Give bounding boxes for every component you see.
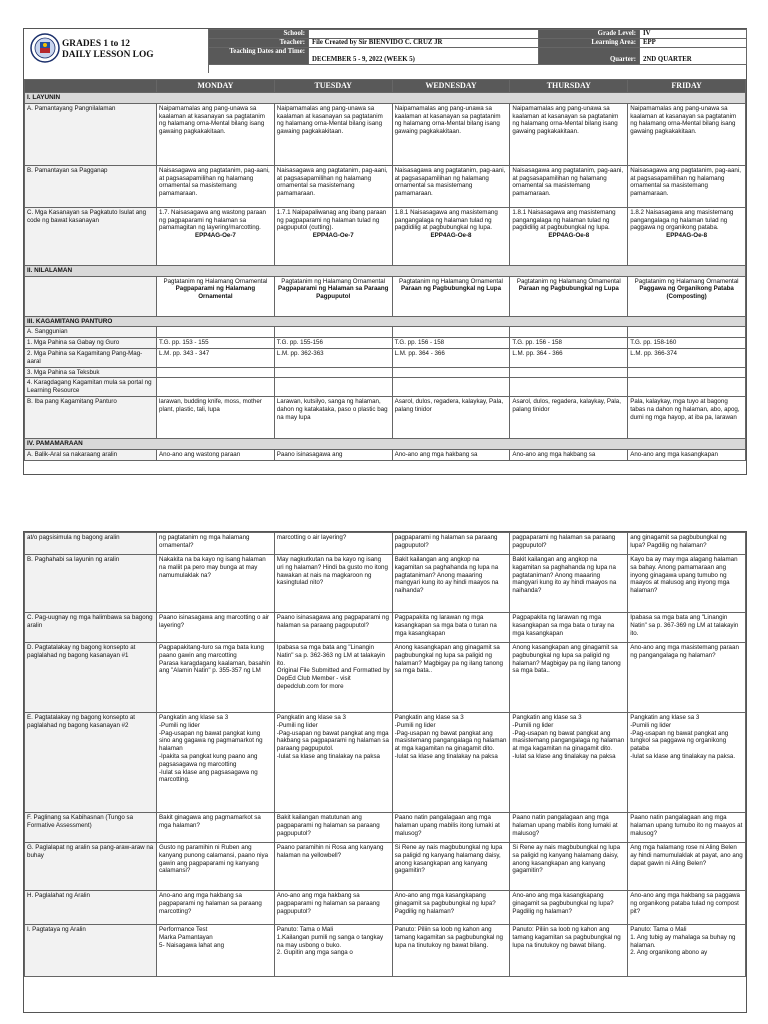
row-label-d2: D. Pagtatalakay ng bagong konsepto at paglalahad ng bagong kasanayan #1 xyxy=(25,643,157,713)
nilalaman-label xyxy=(25,276,157,316)
nil-topic-thu: Pagtatanim ng Halamang Ornamental xyxy=(516,277,621,285)
cell-balik-fri: Ano-ano ang mga kasangkapan xyxy=(628,449,746,460)
cell-b-tue: Naisasagawa ang pagtatanim, pag-aani, at pagsasapamilihan ng halamang ornamental sa masistemang pamamaraan. xyxy=(274,165,392,207)
code-mon: EPP4AG-Oe-7 xyxy=(194,232,236,240)
cell-i2-fri: Panuto: Tama o Mali 1. Ang tubig ay mahalaga sa buhay ng halaman. 2. Ang organikong abono ay xyxy=(628,925,746,977)
cell-r2-thu: L.M. pp. 364 - 366 xyxy=(510,348,628,367)
cell-cont-tue: marcotting o air layering? xyxy=(274,533,392,555)
nil-sub-wed: Paraan ng Pagbubungkal ng Lupa xyxy=(400,285,502,293)
cell-r1-mon: T.G. pp. 153 - 155 xyxy=(157,338,275,349)
cell-e2-thu: Pangkatin ang klase sa 3 -Pumili ng lider -Pag-usapan ng bawat pangkat ang masistemang pangangalaga ng halaman at mga kagamitan na ginagamit dito. -Iulat sa klase ang tinalakay na paksa xyxy=(510,713,628,813)
row-label-r1: 1. Mga Pahina sa Gabay ng Guro xyxy=(25,338,157,349)
sanggunian-label: A. Sanggunian xyxy=(25,327,157,338)
cell-bres-mon: larawan, budding knife, moss, mother plant, plastic, tali, lupa xyxy=(157,396,275,438)
cell-f2-wed: Paano natin pangalagaan ang mga halaman upang mabilis itong lumaki at malusog? xyxy=(392,813,510,843)
empty-cell xyxy=(628,378,746,397)
cell-i2-mon: Performance Test Marka Pamantayan 5- Naisagawa lahat ang xyxy=(157,925,275,977)
cell-c2-tue: Paano isinasagawa ang pagpaparami ng halaman sa paraang pagpuputol? xyxy=(274,613,392,643)
cell-e2-fri: Pangkatin ang klase sa 3 -Pumili ng lider -Pag-usapan ng bawat pangkat ang tungkol sa paggawa ng organikong pataba -Iulat sa klase ang tinalakay na paksa. xyxy=(628,713,746,813)
cell-c-thu xyxy=(510,207,628,265)
row-label-r2: 2. Mga Pahina sa Kagamitang Pang-Mag-aaral xyxy=(25,348,157,367)
code-wed: EPP4AG-Oe-8 xyxy=(430,232,472,240)
section-pamamaraan: IV. PAMAMARAAN xyxy=(25,438,746,449)
cell-r2-wed: L.M. pp. 364 - 366 xyxy=(392,348,510,367)
cell-a-thu: Naipamamalas ang pang-unawa sa kaalaman at kasanayan sa pagtatanim ng halamang orna-Mental bilang isang gawaing pagkakakitaan. xyxy=(510,103,628,165)
empty-cell xyxy=(628,327,746,338)
cell-cont-wed: pagpaparami ng halaman sa paraang pagpuputol? xyxy=(392,533,510,555)
section-nilalaman: II. NILALAMAN xyxy=(25,265,746,276)
header-table xyxy=(208,29,747,65)
cell-bres-tue: Larawan, kutsilyo, sanga ng halaman, dahon ng katakataka, paso o plastic bag na may lupa xyxy=(274,396,392,438)
cell-c-mon xyxy=(157,207,275,265)
empty-cell xyxy=(157,367,275,378)
cell-a-tue: Naipamamalas ang pang-unawa sa kaalaman at kasanayan sa pagtatanim ng halamang orna-Mental bilang isang gawaing pagkakakitaan. xyxy=(274,103,392,165)
dates-label: Teaching Dates and Time: xyxy=(209,48,309,65)
empty-cell xyxy=(274,367,392,378)
row-label-bres: B. Iba pang Kagamitang Panturo xyxy=(25,396,157,438)
lesson-table-2 xyxy=(24,532,746,977)
cell-b2-thu: Bakit kailangan ang angkop na kagamitan sa paghahanda ng lupa na pagtataniman? Anong maaaring mangyari kung ito ay hindi maayos na naihanda? xyxy=(510,555,628,613)
row-label-r3: 3. Mga Pahina sa Teksbuk xyxy=(25,367,157,378)
cell-nil-thu xyxy=(510,276,628,316)
cell-balik-mon: Ano-ano ang wastong paraan xyxy=(157,449,275,460)
cell-b-fri: Naisasagawa ang pagtatanim, pag-aani, at pagsasapamilihan ng halamang ornamental sa masistemang pamamaraan. xyxy=(628,165,746,207)
cell-balik-wed: Ano-ano ang mga hakbang sa xyxy=(392,449,510,460)
code-fri: EPP4AG-Oe-8 xyxy=(666,232,708,240)
cell-h2-tue: Ano-ano ang mga hakbang sa pagpaparami ng halaman sa paraang pagpuputol? xyxy=(274,891,392,925)
empty-cell xyxy=(392,327,510,338)
cell-g2-tue: Paano paramihin ni Rosa ang kanyang halaman na yellowbell? xyxy=(274,843,392,891)
empty-cell xyxy=(157,378,275,397)
empty-cell xyxy=(510,367,628,378)
cell-balik-thu: Ano-ano ang mga hakbang sa xyxy=(510,449,628,460)
cell-c2-thu: Pagpapakita ng larawan ng mga kasangkapan sa mga bata o turay na mga kasangkapan xyxy=(510,613,628,643)
cell-h2-mon: Ano-ano ang mga hakbang sa pagpaparami ng halaman sa paraang marcotting? xyxy=(157,891,275,925)
nil-topic-wed: Pagtatanim ng Halamang Ornamental xyxy=(399,277,503,285)
cell-cont-thu: pagpaparami ng halaman sa paraang pagpuputol? xyxy=(510,533,628,555)
cell-e2-wed: Pangkatin ang klase sa 3 -Pumili ng lider -Pag-usapan ng bawat pangkat ang masistemang pangangalaga ng halaman at mga kagamitan na ginagamit dito. -Iulat sa klase ang tinalakay na paksa xyxy=(392,713,510,813)
cell-c-wed-text: 1.8.1 Naisasagawa ang masistemang pangangalaga ng halaman tulad ng pagdidilig at pagbubungkal ng lupa. xyxy=(394,208,498,232)
title-line-2: DAILY LESSON LOG xyxy=(62,50,154,60)
cell-e2-tue: Pangkatin ang klase sa 3 -Pumili ng lider -Pag-usapan ng bawat pangkat ang mga hakbang sa pagpaparami ng halaman sa paraang pagpuputol. -Iulat sa klase ang tinalakay na paksa xyxy=(274,713,392,813)
cell-nil-mon xyxy=(157,276,275,316)
nil-sub-fri: Paggawa ng Organikong Pataba (Composting) xyxy=(639,285,734,301)
cell-h2-wed: Ano-ano ang mga kasangkapang ginagamit sa pagbubungkal ng lupa? Pagdilig ng halaman? xyxy=(392,891,510,925)
row-label-h2: H. Paglalahat ng Aralin xyxy=(25,891,157,925)
cell-r1-fri: T.G. pp. 158-160 xyxy=(628,338,746,349)
quarter-label: Quarter: xyxy=(539,48,640,65)
cell-b2-wed: Bakit kailangan ang angkop na kagamitan sa paghahanda ng lupa na pagtataniman? Anong maaaring mangyari kung ito ay hindi maayos na naihanda? xyxy=(392,555,510,613)
cell-r2-tue: L.M. pp. 362-363 xyxy=(274,348,392,367)
cell-i2-wed: Panuto: Piliin sa loob ng kahon ang tamang kagamitan sa pagbubungkal ng lupa na tinutukoy ng bawat bilang. xyxy=(392,925,510,977)
day-tuesday: TUESDAY xyxy=(274,80,392,93)
cell-d2-wed: Anong kasangkapan ang ginagamit sa pagbubungkal ng lupa sa paligid ng halaman? Magbigay pa ng ilang tanong sa mga bata.. xyxy=(392,643,510,713)
code-tue: EPP4AG-Oe-7 xyxy=(312,232,354,240)
row-label-r4: 4. Karagdagang Kagamitan mula sa portal ng Learning Resource xyxy=(25,378,157,397)
cell-nil-tue xyxy=(274,276,392,316)
row-label-cont: at/o pagsisimula ng bagong aralin xyxy=(25,533,157,555)
section-kagamitan: III. KAGAMITANG PANTURO xyxy=(25,316,746,327)
page-title xyxy=(62,39,154,61)
row-label-c2: C. Pag-uugnay ng mga halimbawa sa bagong aralin xyxy=(25,613,157,643)
cell-h2-thu: Ano-ano ang mga kasangkapang ginagamit sa pagbubungkal ng lupa? Pagdilig ng halaman? xyxy=(510,891,628,925)
cell-a-wed: Naipamamalas ang pang-unawa sa kaalaman at kasanayan sa pagtatanim ng halamang orna-Mental bilang isang gawaing pagkakakitaan. xyxy=(392,103,510,165)
empty-cell xyxy=(628,367,746,378)
cell-g2-fri: Ang mga halamang rose ni Aling Belen ay hindi namumulaklak at payat, ano ang dapat gawin ni Aling Belen? xyxy=(628,843,746,891)
days-corner xyxy=(25,80,157,93)
school-label: School: xyxy=(209,30,309,39)
cell-i2-thu: Panuto: Piliin sa loob ng kahon ang tamang kagamitan sa pagbubungkal ng lupa na tinutukoy ng bawat bilang. xyxy=(510,925,628,977)
cell-d2-tue: Ipabasa sa mga bata ang "Linangin Natin" sa p. 362-363 ng LM at talakayin ito. Original File Submitted and Formatted by DepEd Club Member - visit depedclub.com for more xyxy=(274,643,392,713)
code-thu: EPP4AG-Oe-8 xyxy=(548,232,590,240)
grade-label: Grade Level: xyxy=(539,30,640,39)
cell-r1-wed: T.G. pp. 156 - 158 xyxy=(392,338,510,349)
empty-cell xyxy=(157,327,275,338)
cell-g2-wed: Si Rene ay nais magbubungkal ng lupa sa paligid ng kanyang halamang daisy, anong kasangkapan ang kanyang gagamitin? xyxy=(392,843,510,891)
empty-cell xyxy=(510,327,628,338)
cell-f2-mon: Bakit ginagawa ang pagmamarkot sa mga halaman? xyxy=(157,813,275,843)
cell-i2-tue: Panuto: Tama o Mali 1.Kailangan pumili ng sanga o tangkay na may usbong o buko. 2. Gupitin ang mga sanga o xyxy=(274,925,392,977)
day-thursday: THURSDAY xyxy=(510,80,628,93)
nil-sub-tue: Pagpaparami ng Halaman sa Paraang Pagpuputol xyxy=(278,285,389,301)
cell-r1-tue: T.G. pp. 155-156 xyxy=(274,338,392,349)
lesson-log-page-2 xyxy=(23,531,747,1013)
cell-balik-tue: Paano isinasagawa ang xyxy=(274,449,392,460)
cell-d2-mon: Pagpapakitang-turo sa mga bata kung paano gawin ang marcotting Parasa karagdagang kaalaman, basahin ang "Alamin Natin" p. 355-357 ng LM xyxy=(157,643,275,713)
lesson-log-page-1 xyxy=(23,28,747,475)
cell-c-mon-text: 1.7. Naisasagawa ang wastong paraan ng pagpaparami ng halaman sa pamamagitan ng layering/marcotting. xyxy=(159,208,266,232)
deped-seal-icon xyxy=(30,33,60,63)
cell-g2-thu: Si Rene ay nais magbubungkal ng lupa sa paligid ng kanyang halamang daisy, anong kasangkapan ang kanyang gagamitin? xyxy=(510,843,628,891)
nil-topic-mon: Pagtatanim ng Halamang Ornamental xyxy=(163,277,268,285)
cell-c-fri-text: 1.8.2 Naisasagawa ang masistemang pangangalaga ng halaman tulad ng paggawa ng organikong pataba. xyxy=(630,208,734,232)
cell-b2-tue: May nagkutkutan na ba kayo ng isang uri ng halaman? Hindi ba gusto mo itong hawakan at nais na magkaroon ng kasingtulad nito? xyxy=(274,555,392,613)
cell-b2-mon: Nakakita na ba kayo ng isang halaman na maliit pa pero may bunga at may namumulaklak na? xyxy=(157,555,275,613)
area-value: EPP xyxy=(640,39,747,48)
cell-bres-thu: Asarol, dulos, regadera, kalaykay, Pala, palang tinidor xyxy=(510,396,628,438)
cell-b2-fri: Kayo ba ay may mga alagang halaman sa bahay. Anong pamamaraan ang inyong ginagawa upang tumubo ng maayos at malusog ang inyong mga halaman? xyxy=(628,555,746,613)
row-label-g2: G. Paglalapat ng aralin sa pang-araw-araw na buhay xyxy=(25,843,157,891)
nil-topic-tue: Pagtatanim ng Halamang Ornamental xyxy=(281,277,386,285)
cell-f2-fri: Paano natin pangalagaan ang mga halaman upang tumubo ito ng maayos at malusog? xyxy=(628,813,746,843)
empty-cell xyxy=(510,378,628,397)
cell-r2-fri: L.M. pp. 366-374 xyxy=(628,348,746,367)
teacher-value: File Created by Sir BIENVIDO C. CRUZ JR xyxy=(309,39,539,48)
cell-d2-fri: Ano-ano ang mga masistemang paraan ng pangangalaga ng halaman? xyxy=(628,643,746,713)
cell-h2-fri: Ano-ano ang mga hakbang sa paggawa ng organikong pataba tulad ng compost pit? xyxy=(628,891,746,925)
cell-a-fri: Naipamamalas ang pang-unawa sa kaalaman at kasanayan sa pagtatanim ng halamang orna-Mental bilang isang gawaing pagkakakitaan. xyxy=(628,103,746,165)
cell-bres-fri: Pala, kalaykay, mga tuyo at bagong tabas na dahon ng halaman, abo, apog, dumi ng mga hayop, at iba pa, larawan xyxy=(628,396,746,438)
cell-b-mon: Naisasagawa ang pagtatanim, pag-aani, at pagsasapamilihan ng halamang ornamental sa masistemang pamamaraan. xyxy=(157,165,275,207)
row-label-balik: A. Balik-Aral sa nakaraang aralin xyxy=(25,449,157,460)
section-layunin: I. LAYUNIN xyxy=(25,93,746,104)
cell-cont-fri: ang ginagamit sa pagbubungkal ng lupa? Pagdilig ng halaman? xyxy=(628,533,746,555)
cell-c-tue-text: 1.7.1 Naipapaliwanag ang ibang paraan ng pagpaparami ng halaman tulad ng pagpuputol (cutting). xyxy=(276,208,387,232)
row-label-i2: I. Pagtataya ng Aralin xyxy=(25,925,157,977)
cell-b-thu: Naisasagawa ang pagtatanim, pag-aani, at pagsasapamilihan ng halamang ornamental sa masistemang pamamaraan. xyxy=(510,165,628,207)
day-wednesday: WEDNESDAY xyxy=(392,80,510,93)
lesson-table-1 xyxy=(24,79,746,461)
header-brand xyxy=(24,29,209,73)
cell-c2-fri: Ipabasa sa mga bata ang "Linangin Natin" sa p. 367-369 ng LM at talakayin ito. xyxy=(628,613,746,643)
row-label-a: A. Pamantayang Pangnilalaman xyxy=(25,103,157,165)
cell-f2-tue: Bakit kailangan matutunan ang pagpaparami ng halaman sa paraang pagpuputol? xyxy=(274,813,392,843)
cell-cont-mon: ng pagtatanim ng mga halamang ornamental? xyxy=(157,533,275,555)
dates-value: DECEMBER 5 - 9, 2022 (WEEK 5) xyxy=(309,48,539,65)
title-line-1: GRADES 1 to 12 xyxy=(62,39,130,49)
grade-value: IV xyxy=(640,30,747,39)
empty-cell xyxy=(392,378,510,397)
school-value xyxy=(309,30,539,39)
quarter-value: 2ND QUARTER xyxy=(640,48,747,65)
cell-nil-fri xyxy=(628,276,746,316)
cell-a-mon: Naipamamalas ang pang-unawa sa kaalaman at kasanayan sa pagtatanim ng halamang orna-Mental bilang isang gawaing pagkakakitaan. xyxy=(157,103,275,165)
cell-r1-thu: T.G. pp. 156 - 158 xyxy=(510,338,628,349)
cell-d2-thu: Anong kasangkapan ang ginagamit sa pagbubungkal ng lupa sa paligid ng halaman? Magbigay pa ng ilang tanong sa mga bata.. xyxy=(510,643,628,713)
cell-g2-mon: Gusto ng paramihin ni Ruben ang kanyang punong calamansi, paano niya gawin ang pagpaparami ng kanyang calamansi? xyxy=(157,843,275,891)
cell-f2-thu: Paano natin pangalagaan ang mga halaman upang mabilis itong lumaki at malusog? xyxy=(510,813,628,843)
cell-c-wed xyxy=(392,207,510,265)
cell-b-wed: Naisasagawa ang pagtatanim, pag-aani, at pagsasapamilihan ng halamang ornamental sa masistemang pamamaraan. xyxy=(392,165,510,207)
row-label-b2: B. Paghahabi sa layunin ng aralin xyxy=(25,555,157,613)
cell-e2-mon: Pangkatin ang klase sa 3 -Pumili ng lider -Pag-usapan ng bawat pangkat kung sino ang gagawa ng pagmamarkot ng halaman -Ipakita sa pangkat kung paano ang pagsasagawa ng marcotting -Iulat sa klase ang pagsasagawa ng marcotting. xyxy=(157,713,275,813)
cell-c-fri xyxy=(628,207,746,265)
teacher-label: Teacher: xyxy=(209,39,309,48)
empty-cell xyxy=(392,367,510,378)
cell-nil-wed xyxy=(392,276,510,316)
cell-c-tue xyxy=(274,207,392,265)
nil-sub-mon: Pagpaparami ng Halamang Ornamental xyxy=(175,285,256,301)
empty-cell xyxy=(274,327,392,338)
nil-topic-fri: Pagtatanim ng Halamang Ornamental xyxy=(634,277,739,285)
row-label-c: C. Mga Kasanayan sa Pagkatuto Isulat ang code ng bawat kasanayan xyxy=(25,207,157,265)
cell-c-thu-text: 1.8.1 Naisasagawa ang masistemang pangangalaga ng halaman tulad ng pagdidilig at pagbubungkal ng lupa. xyxy=(512,208,616,232)
row-label-b: B. Pamantayan sa Pagganap xyxy=(25,165,157,207)
day-monday: MONDAY xyxy=(157,80,275,93)
row-label-e2: E. Pagtatalakay ng bagong konsepto at paglalahad ng bagong kasanayan #2 xyxy=(25,713,157,813)
cell-r2-mon: L.M. pp. 343 - 347 xyxy=(157,348,275,367)
cell-bres-wed: Asarol, dulos, regadera, kalaykay, Pala, palang tinidor xyxy=(392,396,510,438)
cell-c2-mon: Paano isinasagawa ang marcotting o air layering? xyxy=(157,613,275,643)
row-label-f2: F. Paglinang sa Kabihasnan (Tungo sa Formative Assessment) xyxy=(25,813,157,843)
cell-c2-wed: Pagpapakita ng larawan ng mga kasangkapan sa mga bata o turan na mga kasangkapan xyxy=(392,613,510,643)
empty-cell xyxy=(274,378,392,397)
nil-sub-thu: Paraan ng Pagbubungkal ng Lupa xyxy=(518,285,619,293)
day-friday: FRIDAY xyxy=(628,80,746,93)
area-label: Learning Area: xyxy=(539,39,640,48)
